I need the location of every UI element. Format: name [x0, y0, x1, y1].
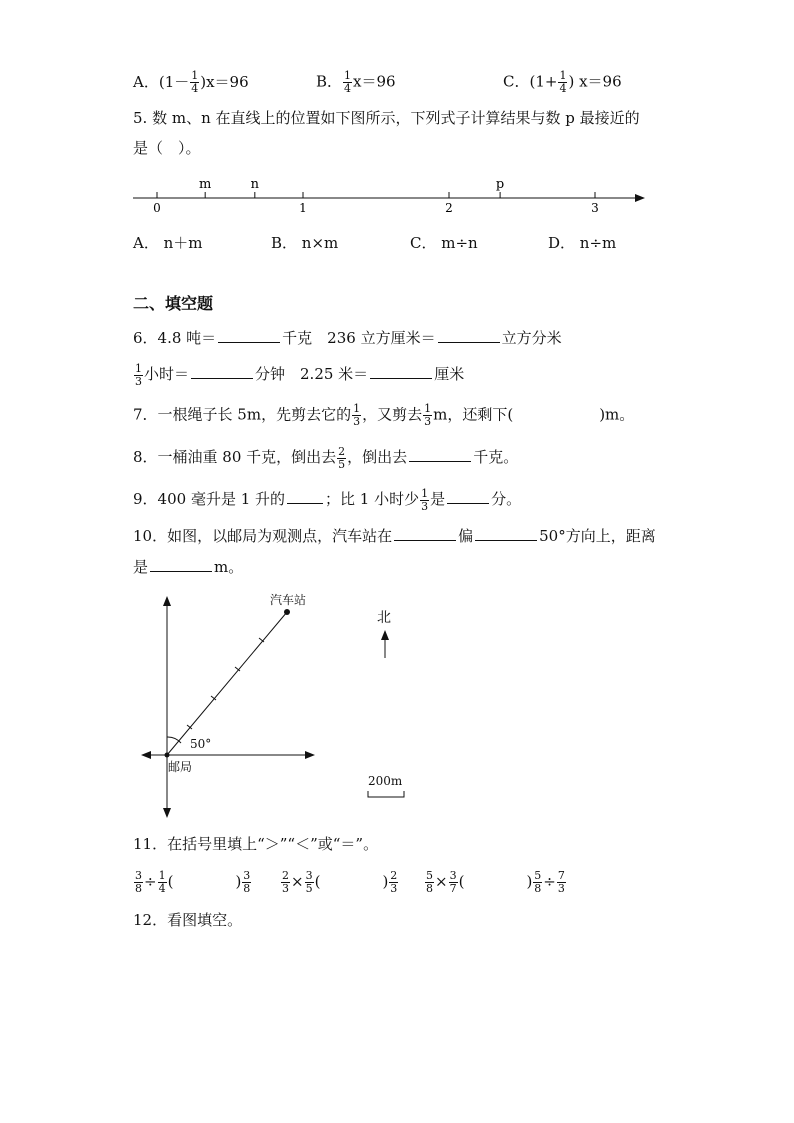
q8-line: 8．一桶油重 80 千克，倒出去 $\frac{2}{5}$ ，倒出去 千克。	[133, 444, 519, 471]
arrow-up-icon	[163, 596, 171, 606]
q5-line2: 是（ ）。	[133, 139, 201, 157]
fraction: $\frac{2}{3}$	[390, 869, 398, 895]
q5-option-b[interactable]: B． n×m	[271, 234, 339, 252]
q11-expr-2: $\frac{2}{3}$ × $\frac{3}{5}$ ( ) $\frac{2}{3}$	[282, 869, 398, 895]
q11-expr-1: $\frac{3}{8}$ ÷ $\frac{1}{4}$ ( ) $\frac{3}{8}$	[135, 869, 251, 895]
answer-blank[interactable]	[150, 555, 212, 572]
q5-option-d[interactable]: D． n÷m	[548, 234, 617, 252]
direction-diagram	[135, 590, 425, 820]
fraction: $\frac{1}{4}$	[559, 69, 567, 95]
fraction: $\frac{3}{8}$	[135, 869, 142, 895]
angle-label: 50°	[190, 737, 212, 751]
fraction: $\frac{7}{3}$	[557, 869, 565, 895]
number-line-label: 0	[153, 201, 161, 215]
scale-bar	[368, 791, 404, 797]
q5-line1: 5. 数 m、n 在直线上的位置如下图所示，下列式子计算结果与数 p 最接近的	[133, 109, 640, 127]
scale-label: 200m	[368, 774, 403, 788]
fraction: $\frac{3}{5}$	[305, 869, 313, 895]
fraction: $\frac{1}{3}$	[421, 486, 429, 513]
answer-blank[interactable]	[475, 524, 537, 541]
station-point	[284, 609, 290, 615]
number-line-point-label: n	[250, 177, 260, 192]
fraction: $\frac{1}{4}$	[158, 869, 166, 895]
answer-blank[interactable]	[394, 524, 456, 541]
origin-point	[165, 753, 170, 758]
q10-line2: 是 m。	[133, 555, 243, 577]
fraction: $\frac{1}{4}$	[191, 69, 199, 95]
fraction: $\frac{1}{3}$	[135, 361, 142, 388]
north-arrow-icon	[381, 630, 389, 640]
q4-option-c[interactable]: C．(1+ $\frac{1}{4}$ ) x＝96	[503, 69, 622, 95]
number-line	[125, 170, 655, 220]
answer-blank[interactable]	[287, 487, 323, 504]
number-line-point-label: p	[495, 177, 505, 192]
q11-expr-3: $\frac{5}{8}$ × $\frac{3}{7}$ ( ) $\frac{5}{8}$ ÷ $\frac{7}{3}$	[426, 869, 565, 895]
q5-option-a[interactable]: A． n＋m	[133, 234, 203, 252]
fraction: $\frac{2}{3}$	[282, 869, 289, 895]
q7-line: 7．一根绳子长 5m，先剪去它的 $\frac{1}{3}$ ，又剪去 $\frac{1}{3}$ m，还剩下( )m。	[133, 402, 635, 428]
q10-line1: 10．如图，以邮局为观测点，汽车站在 偏 50°方向上，距离	[133, 524, 656, 546]
fraction: $\frac{2}{5}$	[338, 444, 346, 471]
fraction: $\frac{1}{3}$	[424, 402, 432, 428]
q6-line2: $\frac{1}{3}$ 小时＝ 分钟 2.25 米＝ 厘米	[135, 361, 465, 388]
number-line-label: 3	[591, 201, 599, 215]
q4-option-b[interactable]: B． $\frac{1}{4}$ x＝96	[316, 69, 396, 95]
direction-line	[167, 612, 287, 755]
answer-blank[interactable]	[191, 362, 253, 379]
q4-options	[133, 70, 249, 95]
north-label: 北	[377, 610, 391, 626]
fraction: $\frac{3}{8}$	[243, 869, 251, 895]
fraction: $\frac{1}{4}$	[344, 69, 352, 95]
section-title: 二、填空题	[133, 294, 214, 313]
number-line-arrow	[635, 194, 645, 202]
fraction: $\frac{5}{8}$	[534, 869, 542, 895]
answer-blank[interactable]	[370, 362, 432, 379]
q6-line1: 6．4.8 吨＝ 千克 236 立方厘米＝ 立方分米	[133, 326, 562, 348]
fraction: $\frac{1}{3}$	[353, 402, 361, 428]
number-line-label: 2	[445, 201, 453, 215]
answer-blank[interactable]	[438, 326, 500, 343]
angle-arc	[167, 737, 181, 743]
arrow-left-icon	[141, 751, 151, 759]
q12-title: 12．看图填空。	[133, 911, 243, 929]
q4-option-a[interactable]: A．(1－ $\frac{1}{4}$ )x＝96	[133, 69, 249, 95]
fraction: $\frac{3}{7}$	[449, 869, 457, 895]
q9-line: 9．400 毫升是 1 升的 ；比 1 小时少 $\frac{1}{3}$ 是 分。	[133, 486, 522, 513]
number-line-point-label: m	[199, 177, 212, 192]
answer-blank[interactable]	[218, 326, 280, 343]
q11-title: 11．在括号里填上“＞”“＜”或“＝”。	[133, 835, 379, 853]
answer-blank[interactable]	[447, 487, 489, 504]
station-label: 汽车站	[270, 593, 307, 607]
q5-option-c[interactable]: C． m÷n	[410, 234, 478, 252]
number-line-label: 1	[299, 201, 307, 215]
arrow-down-icon	[163, 808, 171, 818]
origin-label: 邮局	[168, 760, 193, 774]
arrow-right-icon	[305, 751, 315, 759]
answer-blank[interactable]	[409, 445, 471, 462]
fraction: $\frac{5}{8}$	[426, 869, 433, 895]
